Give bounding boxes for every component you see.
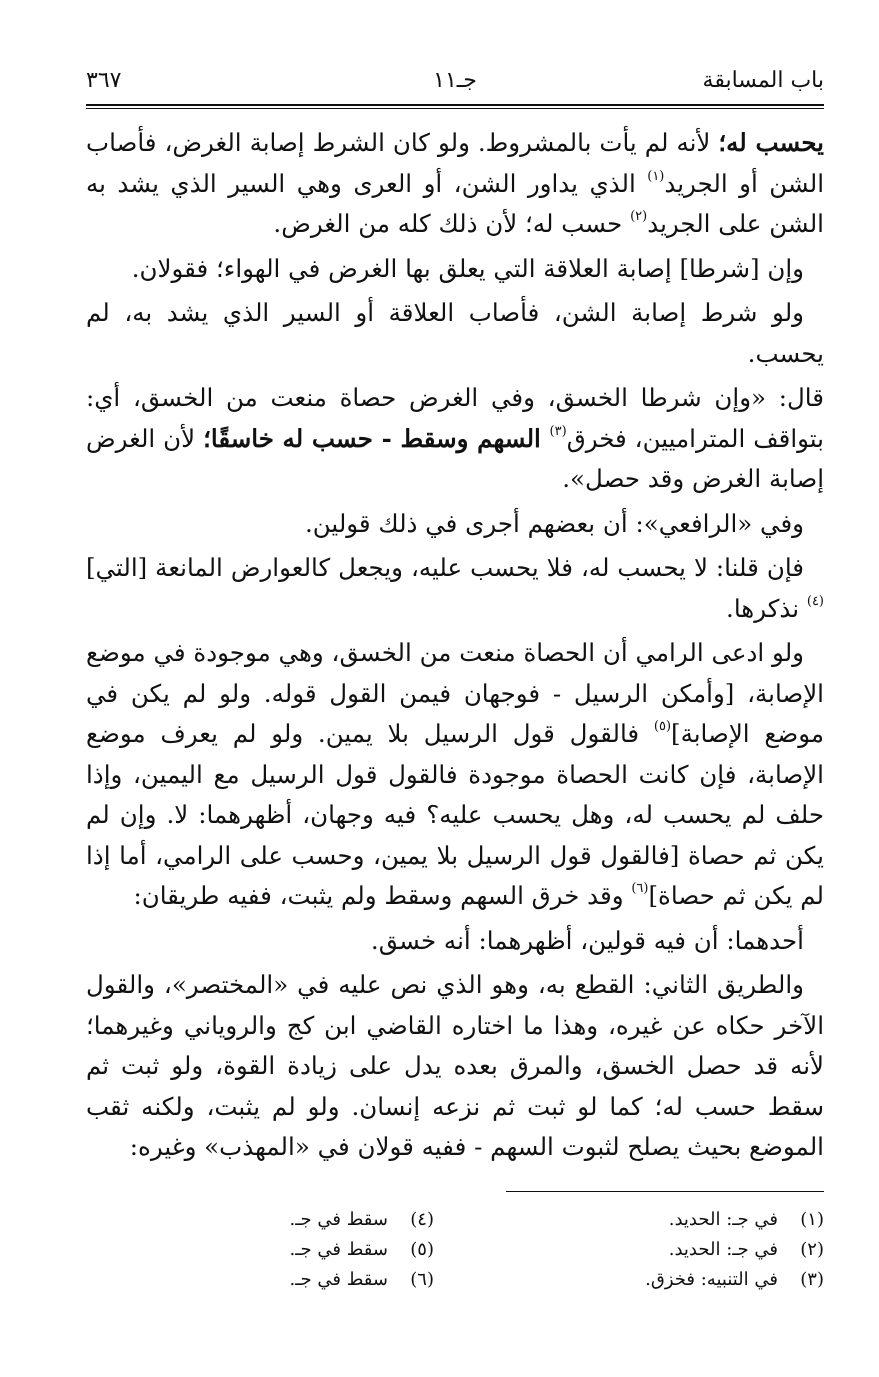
footnote-text: سقط في جـ. (289, 1269, 388, 1290)
footnote-separator (506, 1191, 824, 1192)
footnote-item (464, 1235, 824, 1265)
paragraph (86, 123, 824, 245)
paragraph-text: فإن قلنا: لا يحسب له، فلا يحسب عليه، ويجعل كالعوارض المانعة [التي] (86, 553, 804, 582)
paragraph-text: ولو ادعى الرامي أن الحصاة منعت من الخسق، وهي موجودة في موضع الإصابة، [وأمكن الرسيل - فوجهان فيمن القول قوله. ولو لم يكن في موضع الإصابة] (86, 638, 824, 748)
footnote-text: سقط في جـ. (289, 1239, 388, 1260)
paragraph-text: وإن [شرطا] إصابة العلاقة التي يعلق بها الغرض في الهواء؛ فقولان. (131, 253, 804, 283)
paragraph (86, 965, 824, 1168)
footnote-number: (٢) (800, 1239, 824, 1260)
paragraph-text: والطريق الثاني: القطع به، وهو الذي نص عليه في «المختصر»، والقول الآخر حكاه عن غيره، وهذا ما اختاره القاضي ابن كج والروياني وغيرهما؛ لأنه قد حصل الخسق، والمرق بعده يدل على زيادة القوة، ولو ثبت ثم سقط حسب له؛ كما لو ثبت ثم نزعه إنسان. ولو لم يثبت، ولكنه ثقب الموضع بحيث يصلح لثبوت السهم - ففيه قولان في «المهذب» وغيره: (86, 970, 824, 1161)
footnote-text: سقط في جـ. (289, 1209, 388, 1230)
volume-label: جـ١١ (433, 68, 477, 93)
book-page (86, 60, 825, 1290)
footnote-item (464, 1205, 824, 1235)
paragraph-text: وقد خرق السهم وسقط ولم يثبت، ففيه طريقان: (133, 881, 632, 910)
page-number: ٣٦٧ (86, 68, 122, 93)
footnote-item (74, 1265, 434, 1295)
paragraph-text: فالقول قول الرسيل بلا يمين. ولو لم يعرف موضع الإصابة، فإن كانت الحصاة موجودة فالقول قول الرسيل مع اليمين، وإذا حلف لم يحسب له، وهل يحسب عليه؟ فيه وجهان، أظهرهما: لا. وإن لم يكن ثم حصاة [فالقول قول الرسيل بلا يمين، وحسب على الرامي، أما إذا لم يكن ثم حصاة] (86, 719, 824, 910)
footnote-marker: (٦) (631, 881, 649, 896)
paragraph-text: لأن الغرض إصابة الغرض وقد حصل». (86, 423, 824, 493)
paragraph-text: لأنه لم يأت بالمشروط. ولو كان الشرط إصابة الغرض، فأصاب الشن أو الجريد (86, 128, 825, 198)
paragraph (86, 293, 824, 374)
footnote-marker: (١) (647, 168, 665, 184)
paragraph (86, 378, 824, 500)
footnote-marker: (٢) (630, 209, 648, 224)
bold-text: السهم وسقط - حسب له خاسقًا؛ (203, 423, 550, 453)
paragraph-text: وفي «الرافعي»: أن بعضهم أجرى في ذلك قولين. (304, 508, 804, 538)
footnote-item (74, 1205, 434, 1235)
footnotes-right-column (464, 1205, 824, 1295)
footnote-text: في التنبيه: فخزق. (645, 1269, 778, 1290)
header-rule (86, 104, 824, 106)
footnotes-left-column (74, 1205, 434, 1295)
paragraph-text: حسب له؛ لأن ذلك كله من الغرض. (273, 209, 631, 238)
footnote-text: في جـ: الحديد. (668, 1209, 778, 1230)
bold-text: يحسب له؛ (718, 128, 825, 157)
paragraph (86, 249, 824, 290)
paragraph-text: الذي يداور الشن، أو العرى وهي السير الذي يشد به الشن على الجريد (86, 168, 824, 238)
footnote-marker: (٥) (653, 719, 672, 734)
paragraph-text: نذكرها. (726, 593, 807, 623)
paragraph (86, 504, 824, 545)
footnote-number: (١) (800, 1209, 824, 1230)
paragraph-text: قال: «وإن شرطا الخسق، وفي الغرض حصاة منعت من الخسق، أي: بتواقف المتراميين، فخرق (86, 383, 824, 453)
main-text (86, 123, 824, 1168)
paragraph (86, 921, 824, 962)
footnote-text: في جـ: الحديد. (668, 1239, 778, 1260)
footnote-number: (٦) (410, 1269, 434, 1290)
footnote-item (74, 1235, 434, 1265)
footnote-item (464, 1265, 824, 1295)
footnote-number: (٥) (410, 1239, 434, 1260)
paragraph (86, 633, 824, 917)
footnote-marker: (٤) (806, 593, 824, 609)
paragraph-text: أحدهما: أن فيه قولين، أظهرهما: أنه خسق. (370, 925, 804, 955)
footnote-number: (٤) (410, 1209, 434, 1230)
running-header (86, 60, 824, 98)
paragraph-text: ولو شرط إصابة الشن، فأصاب العلاقة أو السير الذي يشد به، لم يحسب. (86, 298, 824, 368)
paragraph (86, 548, 824, 629)
footnote-marker: (٣) (549, 423, 567, 439)
footnote-number: (٣) (800, 1269, 824, 1290)
chapter-title: باب المسابقة (702, 68, 824, 93)
header-rule-thin (86, 108, 824, 109)
